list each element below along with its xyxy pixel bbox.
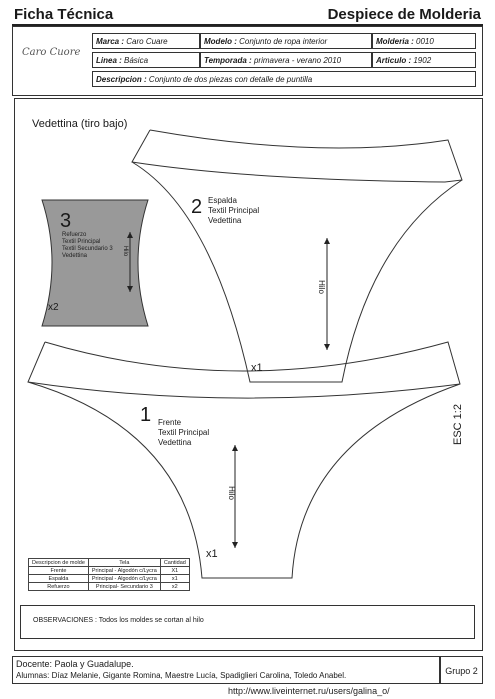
- marca-label: Marca :: [96, 37, 125, 46]
- table-header: Cantidad: [160, 559, 189, 567]
- table-cell: X1: [160, 567, 189, 575]
- table-row: [29, 575, 190, 583]
- modelo-label: Modelo :: [204, 37, 237, 46]
- table-header: Tela: [88, 559, 160, 567]
- refuerzo-labels: [62, 232, 113, 260]
- alumnas-text: Alumnas: Díaz Melanie, Gigante Romina, Maestre Lucía, Spadiglieri Carolina, Toledo Anabel.: [16, 671, 347, 680]
- linea-label: Linea :: [96, 56, 122, 65]
- grupo-box: Grupo 2: [440, 656, 483, 684]
- table-cell: x1: [160, 575, 189, 583]
- frente-number: 1: [140, 404, 152, 426]
- table-row: [29, 567, 190, 575]
- espalda-name: Espalda: [208, 196, 237, 205]
- page-title: Ficha Técnica: [14, 6, 114, 23]
- frente-fabric: Textil Principal: [158, 428, 210, 437]
- table-cell: Principal - Algodón c/Lycra: [88, 575, 160, 583]
- table-cell: Frente: [29, 567, 89, 575]
- refuerzo-fabric-secondary: Textil Secundario 3: [62, 246, 113, 252]
- molderia-label: Molderia :: [376, 37, 414, 46]
- molderia-value: 0010: [416, 37, 434, 46]
- observations-text: OBSERVACIONES : Todos los moldes se cortan al hilo: [33, 617, 204, 624]
- frente-name: Frente: [158, 418, 182, 427]
- refuerzo-number: 3: [60, 210, 72, 232]
- table-header-row: [29, 559, 190, 567]
- frente-grain-label: Hilo: [226, 486, 236, 500]
- watermark-url: http://www.liveinternet.ru/users/galina_o/: [228, 686, 390, 696]
- marca-value: Caro Cuare: [126, 37, 168, 46]
- temporada-label: Temporada :: [204, 56, 252, 65]
- refuerzo-grain-label: Hilo: [122, 245, 129, 257]
- modelo-value: Conjunto de ropa interior: [239, 37, 328, 46]
- table-cell: Principal- Secundario 3: [88, 583, 160, 591]
- espalda-grain-label: Hilo: [316, 280, 326, 294]
- descripcion-value: Conjunto de dos piezas con detalle de puntilla: [148, 75, 313, 84]
- refuerzo-name: Refuerzo: [62, 232, 87, 238]
- table-cell: x2: [160, 583, 189, 591]
- docente-text: Docente: Paola y Guadalupe.: [16, 659, 134, 669]
- scale-label: ESC 1:2: [452, 404, 464, 445]
- observations-box: [20, 605, 475, 639]
- espalda-garment: Vedettina: [208, 216, 242, 225]
- espalda-labels: [208, 196, 259, 226]
- espalda-number: 2: [191, 196, 203, 218]
- espalda-count: x1: [251, 362, 263, 374]
- espalda-piece-outline: [132, 130, 462, 382]
- table-cell: Espalda: [29, 575, 89, 583]
- frente-count: x1: [206, 548, 218, 560]
- table-cell: Principal - Algodón c/Lycra: [88, 567, 160, 575]
- descripcion-label: Descripcion :: [96, 75, 147, 84]
- articulo-label: Articulo :: [376, 56, 412, 65]
- temporada-value: primavera - verano 2010: [253, 56, 342, 65]
- pattern-title: Vedettina (tiro bajo): [32, 118, 128, 130]
- pieces-table: [28, 558, 190, 591]
- table-row: [29, 583, 190, 591]
- linea-value: Básica: [124, 56, 149, 65]
- sheet-type-title: Despiece de Molderia: [327, 6, 481, 23]
- table-header: Descripcion de molde: [29, 559, 89, 567]
- refuerzo-count: x2: [48, 302, 59, 313]
- refuerzo-garment: Vedettina: [62, 253, 88, 259]
- articulo-value: 1902: [413, 56, 432, 65]
- table-cell: Refuerzo: [29, 583, 89, 591]
- espalda-fabric: Textil Principal: [208, 206, 260, 215]
- frente-piece-outline: [28, 342, 460, 578]
- brand-logo: Caro Cuore: [22, 47, 81, 58]
- frente-garment: Vedettina: [158, 438, 192, 447]
- frente-labels: [158, 418, 209, 448]
- refuerzo-fabric: Textil Principal: [62, 239, 101, 245]
